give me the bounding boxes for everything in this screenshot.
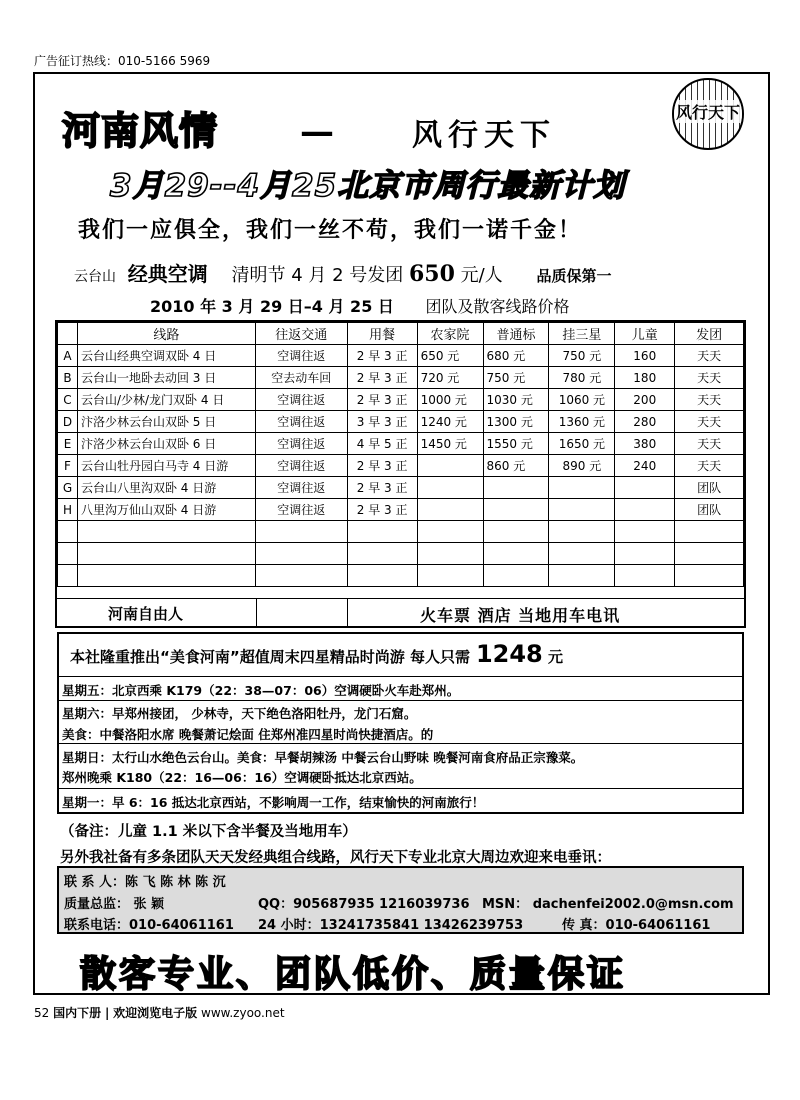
itinerary-line: 美食：中餐洛阳水席 晚餐萧记烩面 住郑州准四星时尚快捷酒店。的 [62,727,434,742]
cell-transport [255,565,347,587]
cell-meals: 2 早 3 正 [347,367,417,389]
cell-std [483,565,549,587]
cell-meals: 2 早 3 正 [347,389,417,411]
itinerary-divider [57,788,744,789]
cell-std: 680 元 [483,345,549,367]
cell-code [58,521,78,543]
cell-meals: 2 早 3 正 [347,499,417,521]
cell-depart [675,521,744,543]
header-depart: 发团 [675,323,744,345]
cell-farm: 650 元 [417,345,483,367]
header-child: 儿童 [615,323,675,345]
table-row [58,389,744,411]
cell-depart: 团队 [675,499,744,521]
cell-route: 八里沟万仙山双卧 4 日游 [77,499,255,521]
promo-holiday: 清明节 4 月 2 号发团 [231,265,404,286]
footer-welcome: 欢迎浏览电子版 [113,1006,198,1020]
cell-depart: 天天 [675,433,744,455]
header-meals: 用餐 [347,323,417,345]
cell-code: H [58,499,78,521]
cell-meals: 2 早 3 正 [347,345,417,367]
cell-child: 280 [615,411,675,433]
cell-route: 云台山八里沟双卧 4 日游 [77,477,255,499]
contact-persons: 联 系 人：陈 飞 陈 林 陈 沉 [64,875,226,890]
cell-route: 云台山/少林/龙门双卧 4 日 [77,389,255,411]
cell-three [549,499,615,521]
cell-depart: 天天 [675,455,744,477]
cell-code: C [58,389,78,411]
cell-child [615,477,675,499]
cell-farm: 1000 元 [417,389,483,411]
table-row [58,433,744,455]
cell-three [549,521,615,543]
cell-route [77,565,255,587]
free-row-divider [347,598,348,626]
cell-three: 780 元 [549,367,615,389]
motto: 我们一应俱全，我们一丝不苟，我们一诺千金！ [78,218,583,243]
cell-std: 750 元 [483,367,549,389]
cell-std: 1030 元 [483,389,549,411]
itinerary-line: 星期日：太行山水绝色云台山。美食：早餐胡辣汤 中餐云台山野味 晚餐河南食府品正宗豫菜。 [62,750,584,765]
cell-depart: 团队 [675,477,744,499]
table-row [58,565,744,587]
cell-farm [417,499,483,521]
cell-transport: 空调往返 [255,389,347,411]
cell-meals: 4 早 5 正 [347,433,417,455]
cell-child [615,565,675,587]
table-row [58,455,744,477]
date-range-row [150,294,570,317]
cell-three [549,477,615,499]
itinerary-price: 1248 [475,640,543,668]
itinerary-line: 星期一：早 6：16 抵达北京西站，不影响周一工作，结束愉快的河南旅行！ [62,795,485,810]
cell-std: 1550 元 [483,433,549,455]
free-row-divider [256,598,257,626]
cell-code [58,565,78,587]
itinerary-line: 郑州晚乘 K180（22：16—06：16）空调硬卧抵达北京西站。 [62,770,422,785]
cell-child: 200 [615,389,675,411]
cell-depart: 天天 [675,367,744,389]
website-link[interactable]: www.zyoo.net [201,1006,285,1020]
cell-transport: 空调往返 [255,345,347,367]
cell-three: 1650 元 [549,433,615,455]
cell-transport: 空调往返 [255,455,347,477]
cell-meals [347,521,417,543]
cell-transport [255,543,347,565]
header-code [58,323,78,345]
cell-child: 180 [615,367,675,389]
promo-unit: 元/人 [460,265,503,286]
cell-depart: 天天 [675,345,744,367]
qq-numbers: QQ：905687935 1216039736 [258,897,470,912]
schedule-subhead: 3月29--4月25北京市周行最新计划 [110,168,626,204]
cell-three: 750 元 [549,345,615,367]
contact-phone: 联系电话：010-64061161 [64,918,234,933]
cell-child: 160 [615,345,675,367]
header-standard: 普通标 [483,323,549,345]
cell-std: 1300 元 [483,411,549,433]
table-row [58,345,744,367]
itinerary-intro [70,640,563,668]
quality-director: 质量总监： 张 颖 [64,897,165,912]
itinerary-unit: 元 [547,648,563,666]
date-range: 2010 年 3 月 29 日–4 月 25 日 [150,297,394,316]
cell-child: 240 [615,455,675,477]
cell-depart [675,543,744,565]
table-row [58,521,744,543]
cell-child: 380 [615,433,675,455]
cell-std [483,499,549,521]
cell-transport: 空调往返 [255,499,347,521]
section-name: 国内下册 [53,1006,102,1020]
cell-route [77,543,255,565]
cell-farm [417,565,483,587]
itinerary-line: 星期五：北京西乘 K179（22：38—07：06）空调硬卧火车赴郑州。 [62,683,460,698]
cell-child [615,543,675,565]
cell-three: 1360 元 [549,411,615,433]
msn-address: MSN： dachenfei2002.0@msn.com [482,897,734,912]
page-footer [34,1004,285,1021]
fax-number: 传 真：010-64061161 [562,918,711,933]
free-travel-label: 河南自由人 [108,605,184,623]
promo-line [74,258,612,287]
footer-slogan: 散客专业、团队低价、质量保证 [80,954,627,995]
footer-separator: | [104,1006,110,1020]
cell-meals: 2 早 3 正 [347,455,417,477]
cell-std: 860 元 [483,455,549,477]
itinerary-intro-text: 本社隆重推出“美食河南”超值周末四星精品时尚游 每人只需 [70,648,470,666]
promo-place: 云台山 [74,269,116,285]
table-row [58,477,744,499]
cell-code: E [58,433,78,455]
itinerary-line: 星期六：早郑州接团， 少林寺，天下绝色洛阳牡丹，龙门石窟。 [62,706,417,721]
itinerary-divider [57,743,744,744]
cell-code: G [58,477,78,499]
cell-farm [417,543,483,565]
promo-quality: 品质保第一 [536,267,612,285]
cell-farm: 720 元 [417,367,483,389]
cell-child [615,521,675,543]
cell-std [483,543,549,565]
cell-meals [347,565,417,587]
page-number: 52 [34,1006,50,1020]
cell-depart: 天天 [675,389,744,411]
promo-name: 经典空调 [127,262,208,286]
child-note: （备注：儿童 1.1 米以下含半餐及当地用车） [60,824,357,840]
cell-transport: 空调往返 [255,411,347,433]
cell-farm [417,455,483,477]
cell-code [58,543,78,565]
routes-table [57,322,744,587]
cell-meals [347,543,417,565]
table-row [58,499,744,521]
headline-dash: — [300,112,334,152]
cell-route: 云台山一地卧去动回 3 日 [77,367,255,389]
more-routes-text: 另外我社备有多条团队天天发经典组合线路，风行天下专业北京大周边欢迎来电垂讯： [60,850,611,866]
cell-depart: 天天 [675,411,744,433]
cell-three: 1060 元 [549,389,615,411]
header-transport: 往返交通 [255,323,347,345]
cell-code: B [58,367,78,389]
cell-route: 汴洛少林云台山双卧 6 日 [77,433,255,455]
cell-route [77,521,255,543]
cell-three: 890 元 [549,455,615,477]
cell-child [615,499,675,521]
cell-code: F [58,455,78,477]
cell-meals: 3 早 3 正 [347,411,417,433]
ad-hotline: 广告征订热线：010-5166 5969 [34,54,211,68]
services-label: 火车票 酒店 当地用车电讯 [420,606,621,625]
cell-farm: 1240 元 [417,411,483,433]
cell-std [483,521,549,543]
cell-farm [417,477,483,499]
cell-code: A [58,345,78,367]
cell-three [549,565,615,587]
headline-title: 河南风情 [62,109,219,153]
date-range-label: 团队及散客线路价格 [425,297,570,316]
cell-std [483,477,549,499]
table-header-row [58,323,744,345]
header-route: 线路 [77,323,255,345]
cell-code: D [58,411,78,433]
itinerary-divider [57,676,744,677]
cell-three [549,543,615,565]
table-row [58,411,744,433]
cell-transport: 空调往返 [255,433,347,455]
cell-farm [417,521,483,543]
cell-route: 云台山经典空调双卧 4 日 [77,345,255,367]
header-farm: 农家院 [417,323,483,345]
cell-route: 汴洛少林云台山双卧 5 日 [77,411,255,433]
logo-text: 风行天下 [674,100,742,123]
cell-meals: 2 早 3 正 [347,477,417,499]
cell-transport: 空去动车回 [255,367,347,389]
hotline-24h: 24 小时：13241735841 13426239753 [258,918,524,933]
table-row [58,543,744,565]
cell-transport: 空调往返 [255,477,347,499]
headline-slogan: 风行天下 [412,118,556,153]
table-row [58,367,744,389]
cell-farm: 1450 元 [417,433,483,455]
promo-price: 650 [409,261,455,287]
globe-logo-icon [672,78,744,150]
itinerary-divider [57,700,744,701]
cell-depart [675,565,744,587]
header-three-star: 挂三星 [549,323,615,345]
cell-transport [255,521,347,543]
cell-route: 云台山牡丹园白马寺 4 日游 [77,455,255,477]
